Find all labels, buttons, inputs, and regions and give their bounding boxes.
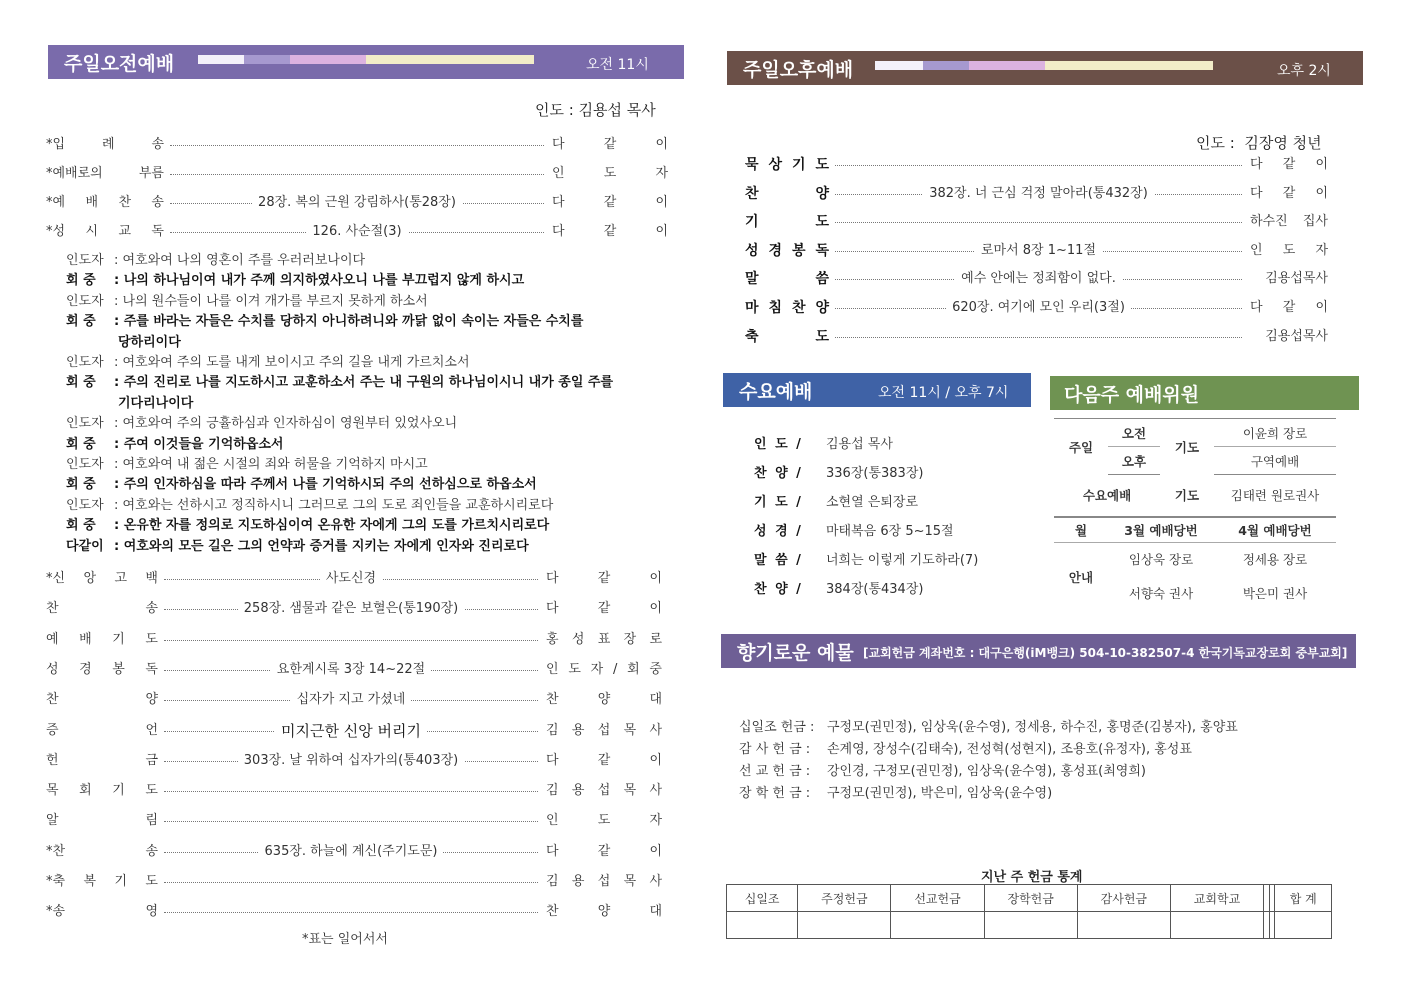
dot-leader xyxy=(170,145,544,146)
responsive-line xyxy=(66,271,666,291)
next-week-header xyxy=(1050,376,1359,410)
responsive-text: 온유한 자를 정의로 지도하심이여 온유한 자에게 그의 도를 가르치시리로다 xyxy=(123,518,550,534)
order-who: 인 도 자 xyxy=(546,813,662,829)
responsive-text: 여호와여 주의 도를 내게 보이시고 주의 길을 내게 가르치소서 xyxy=(122,355,470,371)
wednesday-time: 오전 11시 / 오후 7시 xyxy=(878,385,1009,401)
responsive-line xyxy=(66,292,666,312)
order-label: 찬 양 xyxy=(46,692,158,708)
order-label: 성 경 봉 독 xyxy=(46,661,158,677)
order-row xyxy=(46,192,668,214)
order-label: *예 배 찬 송 xyxy=(46,195,164,210)
order-label: *입 례 송 xyxy=(46,137,164,152)
responsive-colon: : xyxy=(114,355,123,371)
responsive-colon: : xyxy=(114,253,123,268)
responsive-speaker: 회 중 xyxy=(66,314,96,330)
order-item-text: 십자가 지고 가셨네 xyxy=(291,692,412,707)
order-row xyxy=(745,240,1328,262)
responsive-colon: : xyxy=(114,518,124,534)
responsive-text: 주여 이것들을 기억하옵소서 xyxy=(123,436,284,452)
responsive-colon: : xyxy=(114,375,124,391)
wednesday-value: 384장(통434장) xyxy=(826,582,924,597)
next-pm-name: 구역예배 xyxy=(1214,447,1336,475)
responsive-line xyxy=(66,455,666,475)
responsive-text: 주의 인자하심을 따라 주께서 나를 기억하시되 주의 선하심으로 하옵소서 xyxy=(123,477,537,493)
order-item xyxy=(164,659,538,681)
order-label: 성 경 봉 독 xyxy=(745,242,829,259)
responsive-speaker: 회 중 xyxy=(66,436,96,452)
next-am-name: 이윤희 장로 xyxy=(1214,419,1336,447)
responsive-speaker: 회 중 xyxy=(66,477,96,493)
order-item xyxy=(835,240,1242,262)
responsive-colon: : xyxy=(114,477,124,493)
next-apr: 4월 예배당번 xyxy=(1214,517,1336,543)
next-week-title: 다음주 예배위원 xyxy=(1064,384,1200,406)
order-label: *예배로의 부름 xyxy=(46,166,164,181)
stats-header-cell: 장학헌금 xyxy=(984,885,1077,912)
responsive-speaker: 인도자 xyxy=(66,457,104,473)
dot-leader xyxy=(170,174,544,175)
order-item xyxy=(170,192,544,214)
responsive-colon: : xyxy=(114,273,124,289)
stats-header-cell: 교회학교 xyxy=(1170,885,1263,912)
responsive-colon: : xyxy=(114,293,123,309)
offering-header xyxy=(721,634,1356,668)
order-item-text: 로마서 8장 1~11절 xyxy=(975,243,1102,258)
offering-names: 구정모(권민정), 임상욱(윤수영), 정세용, 하수진, 홍명준(김봉자), 홍양표 xyxy=(827,720,1238,735)
next-prayer: 기도 xyxy=(1160,419,1214,475)
order-item-text: 28장. 복의 근원 강림하사(통28장) xyxy=(252,195,462,210)
order-item-text: 258장. 샘물과 같은 보혈은(통190장) xyxy=(238,601,464,616)
wednesday-value: 336장(통383장) xyxy=(826,466,924,481)
order-label: *성 시 교 독 xyxy=(46,224,164,239)
order-who: 김 용 섭 목 사 xyxy=(546,874,662,889)
afternoon-stripe xyxy=(875,61,1213,70)
offering-names: 손계영, 장성수(김태숙), 전성혁(성현지), 조용호(유정자), 홍성표 xyxy=(827,742,1192,757)
responsive-line xyxy=(66,251,666,271)
order-who: 홍 성 표 장 로 xyxy=(546,631,662,647)
order-row xyxy=(46,598,668,620)
responsive-reading xyxy=(66,251,666,557)
responsive-speaker: 인도자 xyxy=(66,355,104,371)
order-label: 찬 송 xyxy=(46,601,158,617)
wednesday-order xyxy=(754,430,978,604)
responsive-colon: : xyxy=(114,314,124,330)
morning-stripe xyxy=(198,55,534,64)
order-label: *축 복 기 도 xyxy=(46,874,158,889)
order-label: 말 씀 xyxy=(745,271,829,288)
wednesday-label: 말 씀 / xyxy=(754,553,803,568)
order-label: 마 침 찬 양 xyxy=(745,300,829,316)
order-item-text: 620장. 여기에 모인 우리(3절) xyxy=(946,300,1131,315)
order-row xyxy=(745,297,1328,319)
order-row xyxy=(745,326,1328,348)
next-wed-prayer: 기도 xyxy=(1160,475,1214,517)
wednesday-row xyxy=(754,546,978,575)
responsive-speaker: 회 중 xyxy=(66,375,96,391)
next-wed: 수요예배 xyxy=(1054,475,1160,517)
order-row xyxy=(46,810,668,832)
order-row xyxy=(46,163,668,185)
wednesday-label: 인 도 / xyxy=(754,437,803,452)
order-row xyxy=(46,780,668,802)
order-who: 김 용 섭 목 사 xyxy=(546,783,662,799)
dot-leader xyxy=(164,912,538,913)
stats-header-cell: 십일조 xyxy=(727,885,798,912)
order-item-text: 예수 안에는 정죄함이 없다. xyxy=(955,271,1122,286)
order-item-text: 사도신경 xyxy=(320,571,382,586)
stats-header-cell: 감사헌금 xyxy=(1077,885,1170,912)
order-who: 인 도 자 xyxy=(552,166,668,181)
order-row xyxy=(745,154,1328,176)
wednesday-value: 마태복음 6장 5~15절 xyxy=(826,524,954,539)
next-mar-1: 임상욱 장로 xyxy=(1128,551,1194,567)
responsive-colon: : xyxy=(114,416,123,432)
offering-list xyxy=(739,717,1238,805)
responsive-speaker: 인도자 xyxy=(66,497,104,513)
wednesday-label: 기 도 / xyxy=(754,495,803,510)
offering-names: 강인경, 구정모(권민정), 임상욱(윤수영), 홍성표(최영희) xyxy=(827,764,1146,779)
order-row xyxy=(46,901,668,923)
wednesday-row xyxy=(754,430,978,459)
wednesday-row xyxy=(754,488,978,517)
stats-header-cell: 선교헌금 xyxy=(891,885,984,912)
stats-header-cell: 합 계 xyxy=(1275,885,1332,912)
responsive-speaker: 인도자 xyxy=(66,416,104,432)
order-row xyxy=(46,720,668,742)
next-wed-name: 김태련 원로권사 xyxy=(1214,475,1336,517)
next-guide: 안내 xyxy=(1068,569,1094,585)
responsive-speaker: 인도자 xyxy=(66,293,104,309)
responsive-speaker: 다같이 xyxy=(66,538,104,554)
offering-row xyxy=(739,717,1238,739)
order-item xyxy=(835,183,1242,205)
responsive-text: 나의 원수들이 나를 이겨 개가를 부르지 못하게 하소서 xyxy=(122,293,428,309)
order-item xyxy=(835,297,1242,319)
responsive-text: 주를 바라는 자들은 수치를 당하지 아니하려니와 까닭 없이 속이는 자들은 수치를 xyxy=(123,314,584,330)
responsive-speaker: 회 중 xyxy=(66,273,96,289)
order-row xyxy=(46,750,668,772)
morning-time: 오전 11시 xyxy=(586,57,649,73)
morning-header xyxy=(48,45,684,79)
responsive-text: 여호와여 내 젊은 시절의 죄와 허물을 기억하지 마시고 xyxy=(122,457,428,473)
order-who: 다 같 이 xyxy=(1250,157,1328,172)
wednesday-label: 성 경 / xyxy=(754,524,803,539)
order-row xyxy=(46,871,668,893)
order-who: 다 같 이 xyxy=(546,843,662,859)
wednesday-label: 찬 양 / xyxy=(754,582,803,597)
order-label: 증 언 xyxy=(46,722,158,738)
responsive-colon: : xyxy=(114,436,124,452)
responsive-text: 주의 진리로 나를 지도하시고 교훈하소서 주는 내 구원의 하나님이시니 내가 종일 주를 xyxy=(123,375,614,391)
wednesday-label: 찬 양 / xyxy=(754,466,803,481)
responsive-speaker: 회 중 xyxy=(66,518,96,534)
order-item-text: 303장. 날 위하여 십자가의(통403장) xyxy=(238,753,464,768)
order-item-text: 요한계시록 3장 14~22절 xyxy=(271,662,431,677)
order-who: 인 도 자 xyxy=(1250,242,1328,258)
afternoon-time: 오후 2시 xyxy=(1277,63,1331,79)
order-row xyxy=(46,221,668,243)
order-label: 알 림 xyxy=(46,813,158,829)
order-label: *송 영 xyxy=(46,904,158,920)
offering-row xyxy=(739,761,1238,783)
responsive-line xyxy=(66,435,666,455)
order-label: 기 도 xyxy=(745,214,829,231)
next-sunday: 주일 xyxy=(1054,419,1108,475)
next-apr-1: 정세용 장로 xyxy=(1242,551,1308,567)
order-item xyxy=(164,598,538,620)
responsive-line xyxy=(66,373,666,393)
next-pm: 오후 xyxy=(1108,447,1160,475)
order-row xyxy=(46,568,668,590)
responsive-line xyxy=(66,496,666,516)
order-who: 김용섭목사 xyxy=(1265,328,1328,344)
order-row xyxy=(46,629,668,651)
stats-value-cell xyxy=(798,912,891,939)
stats-value-cell xyxy=(891,912,984,939)
order-who: 김용섭목사 xyxy=(1265,271,1328,287)
next-apr-2: 박은미 권사 xyxy=(1242,585,1308,601)
wednesday-row xyxy=(754,575,978,604)
order-who: 김 용 섭 목 사 xyxy=(546,722,662,738)
next-am: 오전 xyxy=(1108,419,1160,447)
morning-title: 주일오전예배 xyxy=(64,53,175,75)
next-mar: 3월 예배당번 xyxy=(1108,517,1214,543)
next-mar-2: 서향숙 권사 xyxy=(1128,585,1194,601)
responsive-colon: : xyxy=(114,497,123,513)
offering-label: 감 사 헌 금 : xyxy=(739,742,811,757)
order-who: 찬 양 대 xyxy=(546,904,662,920)
order-row xyxy=(46,841,668,863)
stats-value-cell xyxy=(1170,912,1263,939)
wednesday-value: 너희는 이렇게 기도하라(7) xyxy=(826,553,979,568)
order-item xyxy=(835,268,1242,290)
order-row xyxy=(46,689,668,711)
responsive-continue: 당하리이다 xyxy=(118,334,181,350)
order-who: 인 도 자 / 회 중 xyxy=(546,661,662,677)
order-who: 다 같 이 xyxy=(546,752,662,768)
next-week-table xyxy=(1054,418,1336,611)
order-who: 다 같 이 xyxy=(552,224,668,239)
order-label: 축 도 xyxy=(745,328,829,345)
order-item-text: 635장. 하늘에 계신(주기도문) xyxy=(259,844,444,859)
offering-row xyxy=(739,739,1238,761)
afternoon-title: 주일오후예배 xyxy=(743,59,854,81)
stats-value-cell xyxy=(727,912,798,939)
offering-account: [교회헌금 계좌번호 : 대구은행(iM뱅크) 504-10-382507-4 한국기독교장로회 중부교회] xyxy=(863,646,1348,660)
order-row xyxy=(745,268,1328,290)
order-item-text: 382장. 너 근심 걱정 말아라(통432장) xyxy=(923,186,1154,201)
responsive-text: 여호와여 주의 긍휼하심과 인자하심이 영원부터 있었사오니 xyxy=(122,416,458,432)
dot-leader xyxy=(835,222,1242,223)
order-row xyxy=(46,134,668,156)
order-item xyxy=(164,689,538,711)
responsive-colon: : xyxy=(114,457,123,473)
dot-leader xyxy=(164,791,538,792)
order-who: 하수진 집사 xyxy=(1250,214,1328,230)
wednesday-value: 소현열 은퇴장로 xyxy=(826,495,919,510)
stats-table xyxy=(726,884,1332,939)
stats-title: 지난 주 헌금 통계 xyxy=(981,870,1083,885)
offering-label: 선 교 헌 금 : xyxy=(739,764,811,779)
responsive-line xyxy=(66,475,666,495)
order-who: 다 같 이 xyxy=(1250,185,1328,201)
wednesday-row xyxy=(754,517,978,546)
next-month: 월 xyxy=(1054,517,1108,543)
order-label: *신 앙 고 백 xyxy=(46,571,158,586)
responsive-line xyxy=(66,516,666,536)
stats-value-cell xyxy=(1077,912,1170,939)
order-who: 다 같 이 xyxy=(546,601,662,617)
order-label: 목 회 기 도 xyxy=(46,783,158,799)
dot-leader xyxy=(164,821,538,822)
offering-label: 십일조 헌금 : xyxy=(739,720,815,735)
order-row xyxy=(745,211,1328,233)
order-row xyxy=(46,659,668,681)
responsive-line xyxy=(66,537,666,557)
dot-leader xyxy=(164,882,538,883)
order-item xyxy=(164,841,538,863)
stats-header-cell: 주정헌금 xyxy=(798,885,891,912)
responsive-continue: 기다리나이다 xyxy=(118,395,194,411)
offering-row xyxy=(739,783,1238,805)
dot-leader xyxy=(835,337,1242,338)
order-who: 찬 양 대 xyxy=(546,692,662,708)
dot-leader xyxy=(164,640,538,641)
responsive-line xyxy=(66,353,666,373)
order-who: 다 같 이 xyxy=(546,571,662,586)
order-who: 다 같 이 xyxy=(552,137,668,152)
order-label: *찬 송 xyxy=(46,843,158,859)
wednesday-title: 수요예배 xyxy=(739,381,813,403)
order-row xyxy=(745,183,1328,205)
stats-value-cell xyxy=(1275,912,1332,939)
offering-names: 구정모(권민정), 박은미, 임상욱(윤수영) xyxy=(827,786,1053,801)
responsive-line xyxy=(66,414,666,434)
wednesday-header xyxy=(723,373,1031,407)
responsive-text: 여호와의 모든 길은 그의 언약과 증거를 지키는 자에게 인자와 진리로다 xyxy=(123,538,529,554)
offering-title: 향기로운 예물 xyxy=(737,642,854,664)
responsive-text: 여호와여 나의 영혼이 주를 우러러보나이다 xyxy=(122,253,366,268)
responsive-colon: : xyxy=(114,538,124,554)
order-label: 헌 금 xyxy=(46,752,158,768)
order-item xyxy=(170,221,544,243)
order-who: 다 같 이 xyxy=(1250,300,1328,315)
wednesday-value: 김용섭 목사 xyxy=(826,437,893,452)
wednesday-row xyxy=(754,459,978,488)
order-item-text: 미지근한 신앙 버리기 xyxy=(275,722,427,740)
order-label: 묵 상 기 도 xyxy=(745,157,829,173)
dot-leader xyxy=(835,165,1242,166)
morning-leader: 인도 : 김용섭 목사 xyxy=(535,101,656,119)
order-label: 예 배 기 도 xyxy=(46,631,158,647)
order-item-text: 126. 사순절(3) xyxy=(306,224,407,239)
responsive-text: 여호와는 선하시고 정직하시니 그러므로 그의 도로 죄인들을 교훈하시리로다 xyxy=(122,497,554,513)
standing-note: *표는 일어서서 xyxy=(302,932,388,947)
order-item xyxy=(164,568,538,590)
offering-label: 장 학 헌 금 : xyxy=(739,786,811,801)
responsive-text: 나의 하나님이여 내가 주께 의지하였사오니 나를 부끄럽지 않게 하시고 xyxy=(123,273,525,289)
order-item xyxy=(164,720,538,744)
order-who: 다 같 이 xyxy=(552,195,668,210)
responsive-line xyxy=(66,312,666,332)
order-item xyxy=(164,750,538,772)
stats-value-cell xyxy=(984,912,1077,939)
order-label: 찬 양 xyxy=(745,185,829,202)
responsive-speaker: 인도자 xyxy=(66,253,104,268)
afternoon-leader: 인도 : 김장영 청년 xyxy=(1196,134,1322,152)
afternoon-header xyxy=(727,51,1363,85)
